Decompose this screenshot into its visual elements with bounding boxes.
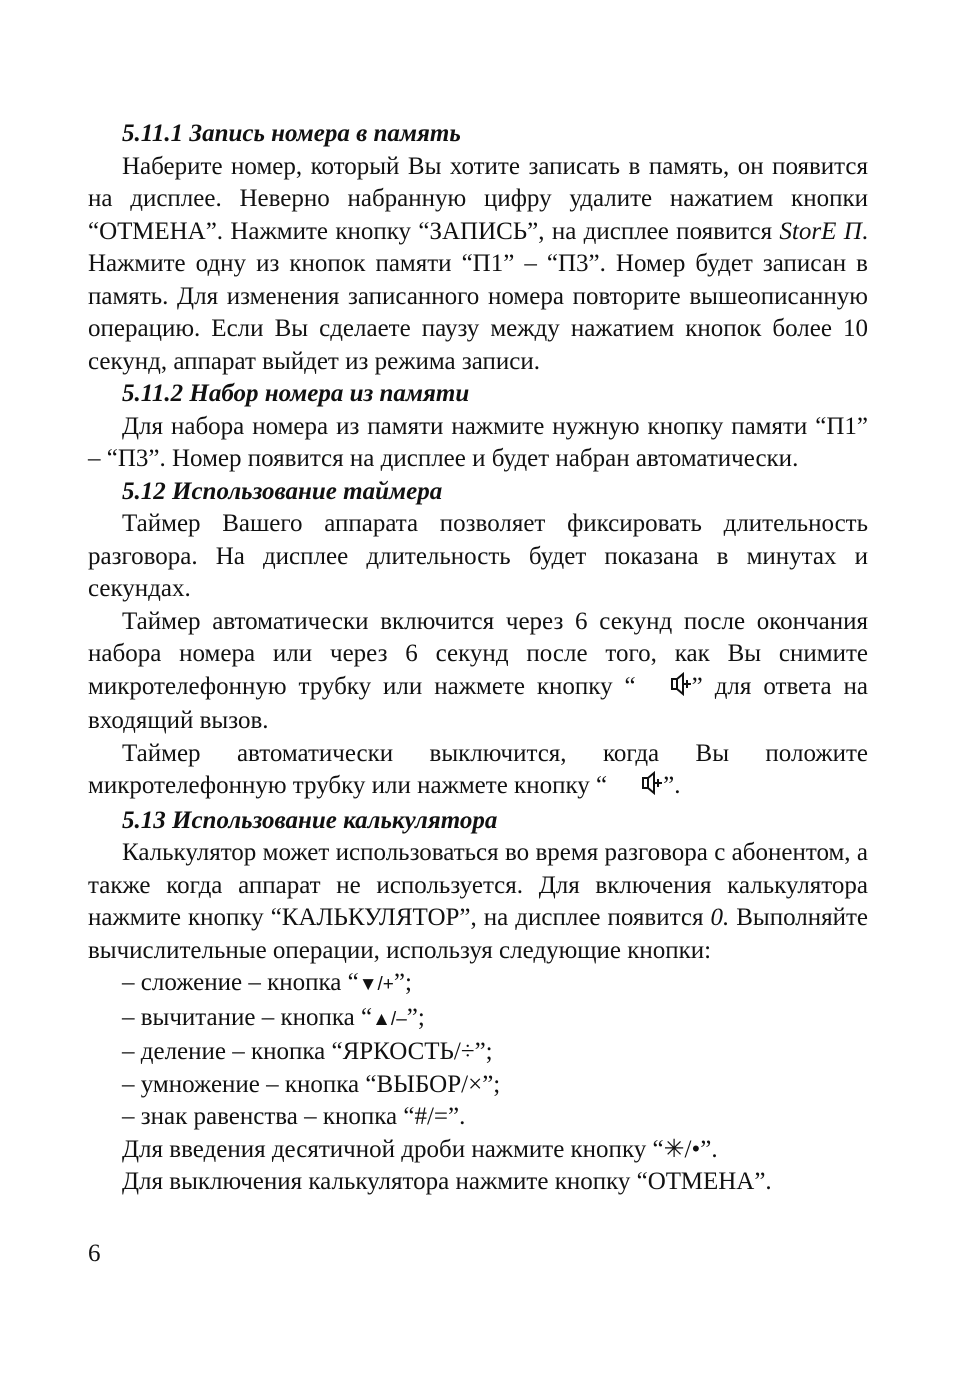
list-item-subtraction <box>88 1002 868 1037</box>
paragraph-memory-write <box>88 151 868 379</box>
text: ”; <box>474 1038 493 1065</box>
text: Наберите номер, который Вы хотите записать в память, он появится на дисплее. Неверно набранную цифру удалите нажатием кнопки “ОТМЕНА”. Нажмите кнопку “ЗАПИСЬ”, на дисплее появится <box>88 152 868 245</box>
text: ”. <box>700 1135 718 1163</box>
list-item-multiplication <box>88 1069 868 1102</box>
speakerphone-icon <box>636 672 692 706</box>
text: – вычитание – кнопка “ <box>122 1003 373 1031</box>
page-number: 6 <box>88 1240 101 1267</box>
list-item-addition <box>88 967 868 1002</box>
heading-5-13: 5.13 Использование калькулятора <box>122 806 498 834</box>
paragraph-memory-dial: Для набора номера из памяти нажмите нужную кнопку памяти “П1” – “П3”. Номер появится на дисплее и будет набран автоматически. <box>88 412 868 472</box>
text: Калькулятор может использоваться во время разговора с абонентом, а также когда аппарат не используется. Для включения калькулятора нажмите кнопку “КАЛЬКУЛЯТОР”, на дисплее появится <box>88 839 868 931</box>
text: – умножение – кнопка “ВЫБОР/ <box>122 1070 469 1098</box>
key-divide: ÷ <box>460 1038 475 1065</box>
text: ”; <box>393 969 412 996</box>
text: ”. <box>663 772 681 799</box>
display-text: 0. <box>710 904 730 931</box>
text: – деление – кнопка “ЯРКОСТЬ/ <box>122 1038 461 1065</box>
paragraph-timer-on <box>88 606 868 738</box>
text: Таймер автоматически включится через 6 секунд после окончания набора номера или через 6 секунд после того, как Вы снимите микротелефонную трубку или нажмете кнопку “ <box>88 607 868 700</box>
list-item-equals <box>88 1101 868 1134</box>
text: Таймер автоматически выключится, когда Вы положите микротелефонную трубку или нажмете кнопку “ <box>88 739 868 799</box>
key-multiply: × <box>468 1070 483 1098</box>
text: – знак равенства – кнопка “ <box>122 1103 415 1130</box>
key-hash-equals: #/= <box>414 1103 448 1130</box>
heading-5-11-2: 5.11.2 Набор номера из памяти <box>122 380 470 407</box>
page-content <box>88 118 868 1199</box>
text: – сложение – кнопка “ <box>122 969 359 996</box>
key-up-minus: ▲/– <box>372 1008 407 1030</box>
text: Для введения десятичной дроби нажмите кнопку “ <box>122 1135 664 1163</box>
text: ”; <box>482 1070 501 1098</box>
text: Выполняйте вычислительные операции, используя следующие кнопки: <box>88 904 868 964</box>
paragraph-calculator-off: Для выключения калькулятора нажмите кнопку “ОТМЕНА”. <box>122 1168 772 1195</box>
paragraph-timer-intro: Таймер Вашего аппарата позволяет фиксировать длительность разговора. На дисплее длительность будет показана в минутах и секундах. <box>88 510 868 602</box>
list-item-division <box>88 1036 868 1069</box>
text: ”; <box>406 1003 425 1031</box>
text: . Нажмите одну из кнопок памяти “П1” – “П3”. Номер будет записан в память. Для изменения записанного номера повторите вышеописанную операцию. Если Вы сделаете паузу между нажатием кнопок более 10 секунд, аппарат выйдет из режима записи. <box>88 217 868 375</box>
heading-5-11-1: 5.11.1 Запись номера в память <box>122 120 461 147</box>
paragraph-decimal <box>88 1134 868 1167</box>
display-text: StorE П <box>779 217 862 245</box>
key-down-plus: ▼/+ <box>358 974 394 995</box>
heading-5-12: 5.12 Использование таймера <box>122 477 443 505</box>
paragraph-calculator-intro <box>88 837 868 967</box>
text: ” для ответа на входящий вызов. <box>88 672 868 734</box>
speakerphone-icon <box>607 771 663 805</box>
paragraph-timer-off <box>88 738 868 805</box>
key-star-dot: ✳/• <box>663 1135 701 1163</box>
text: ”. <box>447 1103 466 1130</box>
